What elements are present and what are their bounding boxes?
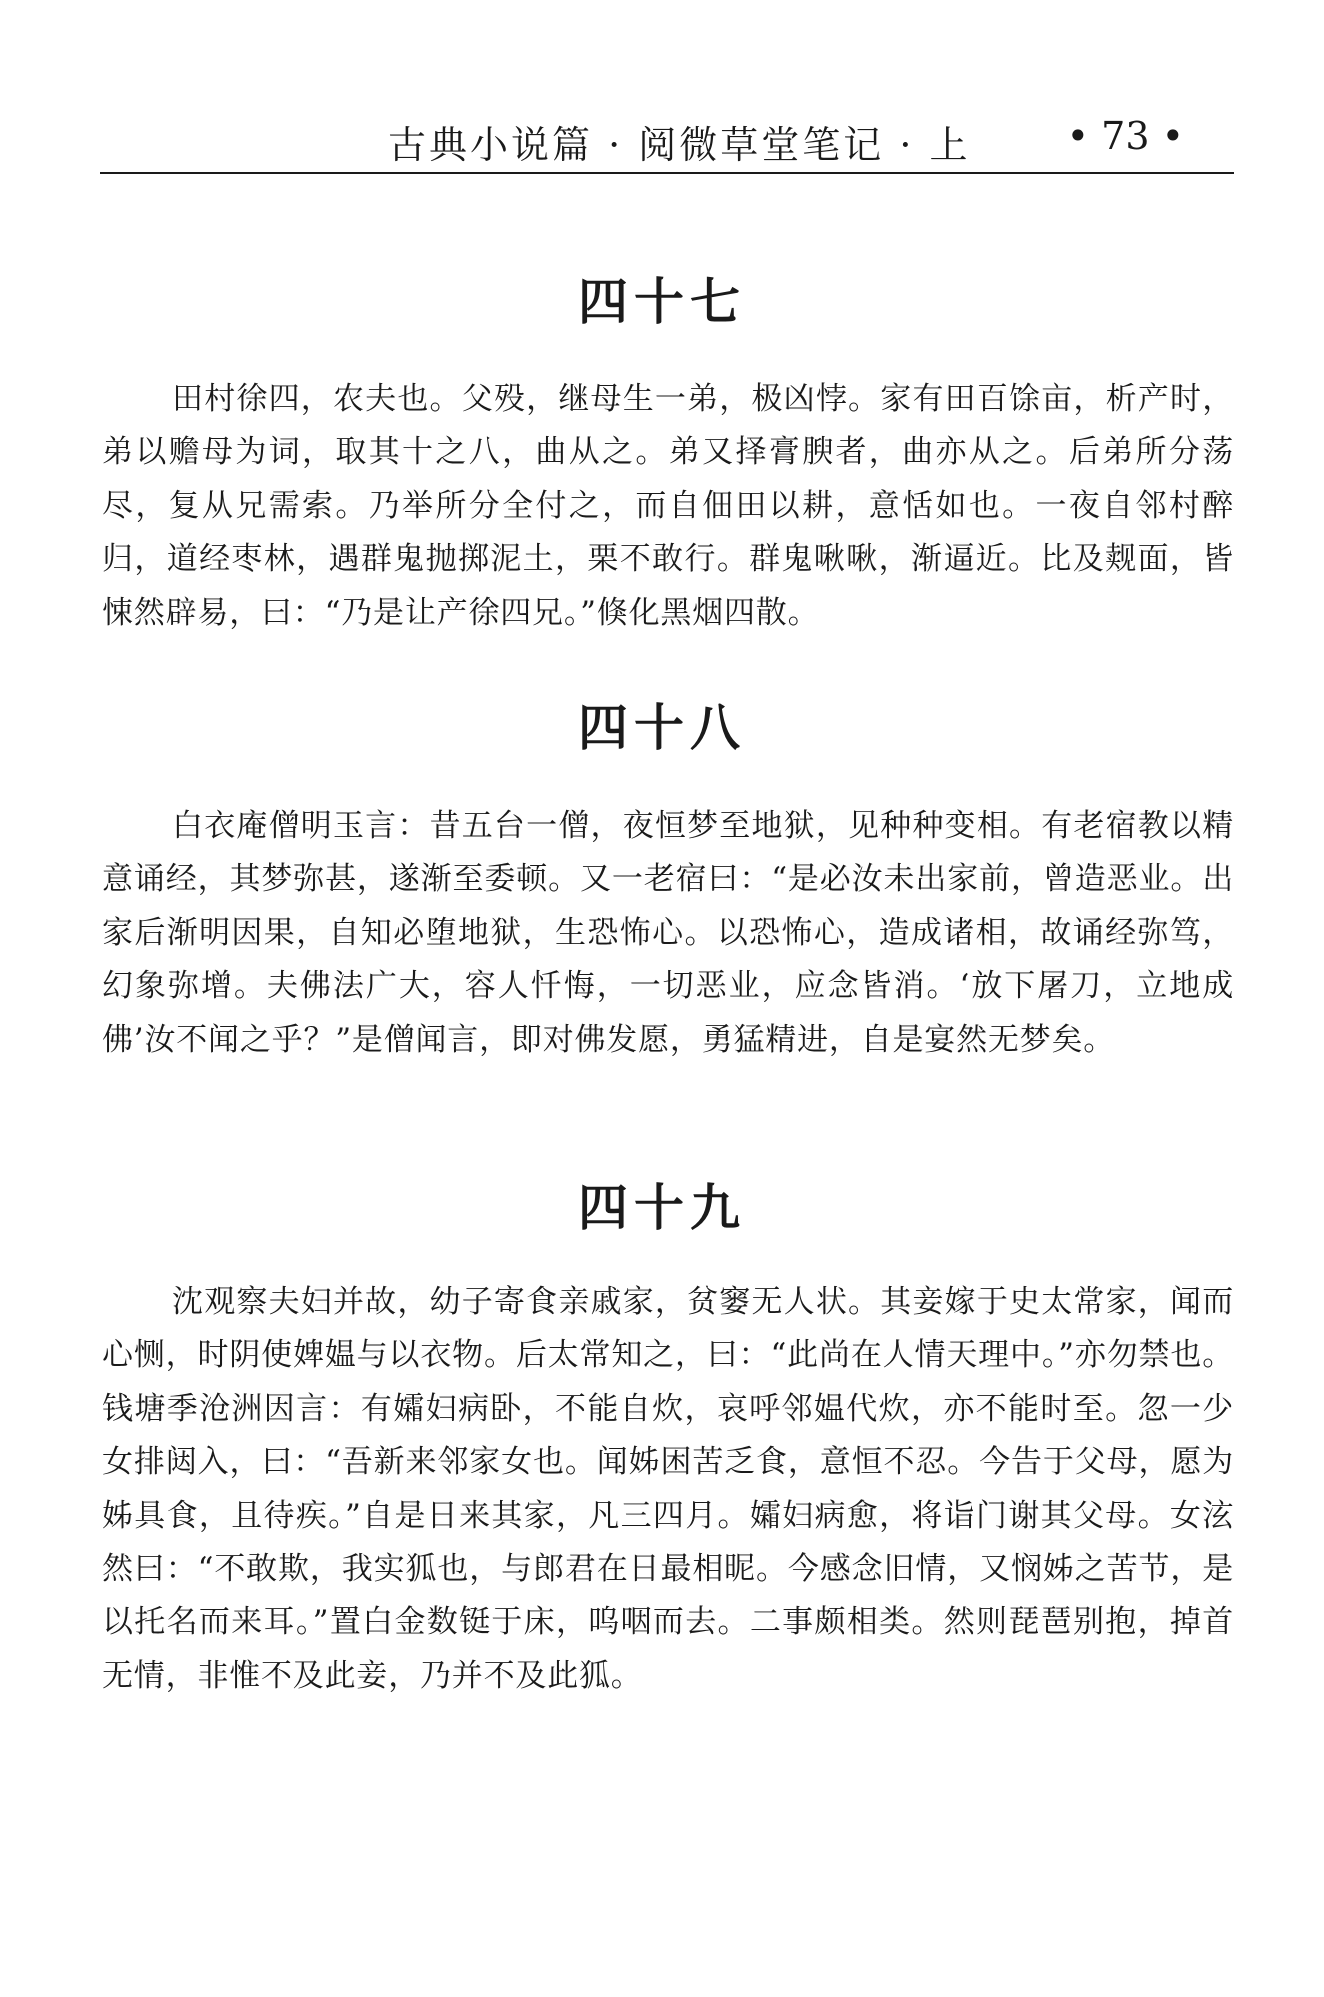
section-body-49: 沈观察夫妇并故，幼子寄食亲戚家，贫窭无人状。其妾嫁于史太常家，闻而心恻，时阴使婢媪与以衣物。后太常知之，曰：“此尚在人情天理中。”亦勿禁也。钱塘季沧洲因言：有孀妇病卧，不能自炊，哀呼邻媪代炊，亦不能时至。忽一少女排闼入，曰：“吾新来邻家女也。闻姊困苦乏食，意恒不忍。今告于父母，愿为姊具食，且待疾。”自是日来其家，凡三四月。孀妇病愈，将诣门谢其父母。女泫然曰：“不敢欺，我实狐也，与郎君在日最相昵。今感念旧情，又悯姊之苦节，是以托名而来耳。”置白金数铤于床，呜咽而去。二事颇相类。然则琵琶别抱，掉首无情，非惟不及此妾，乃并不及此狐。 [102, 1284, 1234, 1694]
page-number: • 73 • [1066, 114, 1184, 158]
section-heading-48: 四十八 [578, 699, 746, 757]
section-heading-49: 四十九 [578, 1179, 746, 1237]
section-body-48: 白衣庵僧明玉言：昔五台一僧，夜恒梦至地狱，见种种变相。有老宿教以精意诵经，其梦弥甚，遂渐至委顿。又一老宿曰：“是必汝未出家前，曾造恶业。出家后渐明因果，自知必堕地狱，生恐怖心。以恐怖心，造成诸相，故诵经弥笃，幻象弥增。夫佛法广大，容人忏悔，一切恶业，应念皆消。‘放下屠刀，立地成佛’汝不闻之乎？”是僧闻言，即对佛发愿，勇猛精进，自是宴然无梦矣。 [102, 808, 1234, 1058]
header-title: 古典小说篇 · 阅微草堂笔记 · 上 [388, 123, 971, 167]
section-heading-47: 四十七 [578, 273, 746, 331]
running-header [100, 108, 1234, 174]
section-body-47: 田村徐四，农夫也。父殁，继母生一弟，极凶悖。家有田百馀亩，析产时，弟以赡母为词，取其十之八，曲从之。弟又择膏腴者，曲亦从之。后弟所分荡尽，复从兄需索。乃举所分全付之，而自佃田以耕，意恬如也。一夜自邻村醉归，道经枣林，遇群鬼抛掷泥土，栗不敢行。群鬼啾啾，渐逼近。比及觌面，皆悚然辟易，曰：“乃是让产徐四兄。”倏化黑烟四散。 [102, 381, 1234, 631]
